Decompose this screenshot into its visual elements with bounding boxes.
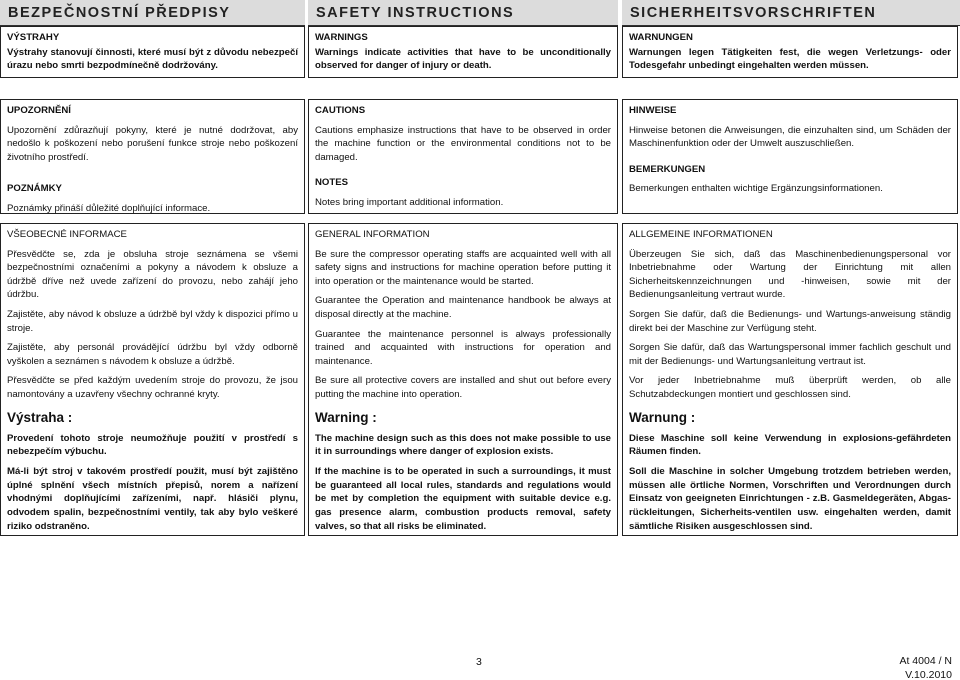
doc-version: V.10.2010 (905, 668, 952, 680)
cautions-title: UPOZORNĚNÍ (7, 105, 71, 116)
warning-paragraph: The machine design such as this does not make possible to use it in surroundings where danger of explosion exists. (315, 432, 611, 458)
warnings-box (0, 26, 305, 78)
general-paragraph: Überzeugen Sie sich, daß das Maschinenbedienungspersonal vor Inbetriebnahme oder Wartung der Einrichtung mit allen Sicherheitskennzeichnungen und -hinweisen, sowie mit der Bedienungsanleitung vertraut wurde. (629, 248, 951, 301)
general-box (622, 223, 958, 536)
column-czech (0, 26, 305, 536)
general-box (308, 223, 618, 536)
general-title: GENERAL INFORMATION (315, 229, 430, 240)
section-heading: BEZPEČNOSTNÍ PŘEDPISY (8, 5, 231, 21)
page-number: 3 (476, 656, 482, 668)
general-paragraph: Guarantee the maintenance personnel is always professionally trained and acquainted with instructions for operation and maintenance. (315, 328, 611, 367)
warnings-title: VÝSTRAHY (7, 32, 60, 43)
cautions-box (308, 99, 618, 214)
warnings-text: Warnings indicate activities that have to be unconditionally observed for danger of injury or death. (315, 46, 611, 72)
header-german (622, 0, 960, 26)
cautions-text: Upozornění zdůrazňují pokyny, které je nutné dodržovat, aby nedošlo k poškození nebo porušení funkce stroje nebo poškození životního prostředí. (7, 124, 298, 163)
general-title: ALLGEMEINE INFORMATIONEN (629, 229, 773, 240)
warning-paragraph: Diese Maschine soll keine Verwendung in explosions-gefährdeten Räumen finden. (629, 432, 951, 458)
warnings-text: Warnungen legen Tätigkeiten fest, die wegen Verletzungs- oder Todesgefahr unbedingt eingehalten werden müssen. (629, 46, 951, 72)
general-paragraph: Be sure the compressor operating staffs are acquainted well with all safety signs and instructions for machine operation before putting it into operation or the maintenance would be started. (315, 248, 611, 287)
column-english (308, 26, 618, 536)
warnings-title: WARNINGS (315, 32, 368, 43)
section-heading: SICHERHEITSVORSCHRIFTEN (630, 5, 877, 21)
general-paragraph: Zajistěte, aby návod k obsluze a údržbě byl vždy k dispozici přímo u stroje. (7, 309, 298, 334)
notes-title: POZNÁMKY (7, 183, 62, 195)
general-paragraph: Přesvědčte se, zda je obsluha stroje seznámena se všemi bezpečnostními označeními a pokyny a návodem k obsluze a údržbě dříve než uvede zařízení do provozu, nebo zahájí jeho údržbu. (7, 248, 298, 301)
header-english (308, 0, 618, 26)
notes-title: NOTES (315, 177, 349, 189)
header-czech (0, 0, 305, 26)
warning-label: Warnung : (629, 409, 696, 425)
general-paragraph: Sorgen Sie dafür, daß die Bedienungs- und Wartungs-anweisung ständig direkt bei der Maschine zur Verfügung steht. (629, 309, 951, 334)
document-reference (880, 655, 952, 680)
cautions-title: CAUTIONS (315, 105, 366, 116)
general-paragraph: Be sure all protective covers are installed and shut out before every putting the machine into operation. (315, 375, 611, 401)
notes-text: Poznámky přináší důležité doplňující informace. (7, 203, 211, 215)
warning-paragraph: Má-li být stroj v takovém prostředí použit, musí být zajištěno úplné splnění všech místních přepisů, norem a nařízení vhodnými doplňujícími zařízeními, např. hlásiči plynu, odvodem spalin, bezpečnostními ventily, tak aby bylo veškeré riziko odstraněno. (7, 466, 298, 532)
notes-title: BEMERKUNGEN (629, 163, 706, 175)
cautions-box (622, 99, 958, 214)
general-box (0, 223, 305, 536)
warnings-box (308, 26, 618, 78)
cautions-title: HINWEISE (629, 105, 677, 116)
warnings-text: Výstrahy stanovují činnosti, které musí být z důvodu nebezpečí úrazu nebo smrti bezpodmínečně dodržovány. (7, 46, 298, 72)
notes-text: Bemerkungen enthalten wichtige Ergänzungsinformationen. (629, 183, 883, 195)
warnings-box (622, 26, 958, 78)
warning-label: Výstraha : (7, 409, 73, 425)
column-german (622, 26, 958, 536)
warning-paragraph: Provedení tohoto stroje neumožňuje použití v prostředí s nebezpečím výbuchu. (7, 432, 298, 458)
general-paragraph: Přesvědčte se před každým uvedením stroje do provozu, že jsou namontovány a uzavřeny všechny ochranné kryty. (7, 375, 298, 401)
section-heading: SAFETY INSTRUCTIONS (316, 5, 515, 21)
cautions-box (0, 99, 305, 214)
warnings-title: WARNUNGEN (629, 32, 693, 43)
general-paragraph: Guarantee the Operation and maintenance handbook be always at disposal directly at the machine. (315, 295, 611, 321)
general-paragraph: Vor jeder Inbetriebnahme muß überprüft werden, ob alle Schutzabdeckungen montiert und geschlossen sind. (629, 375, 951, 401)
general-paragraph: Sorgen Sie dafür, daß das Wartungspersonal immer fachlich geschult und mit der Bedienungs- und Wartungsanleitung vertraut ist. (629, 342, 951, 367)
warning-label: Warning : (315, 409, 377, 425)
cautions-text: Hinweise betonen die Anweisungen, die einzuhalten sind, um Schäden der Maschinenfunktion oder der Umwelt auszuschließen. (629, 124, 951, 150)
general-title: VŠEOBECNÉ INFORMACE (7, 229, 127, 240)
warning-paragraph: Soll die Maschine in solcher Umgebung trotzdem betrieben werden, müssen alle örtliche Normen, Vorschriften und Verordnungen durch Einsatz von geeigneten Einrichtungen - z.B. Gasmeldegeräten, Abgas-rückleitungen, Sicherheits-ventilen usw. eingehalten werden, damit sämtliche Risiken ausgeschlossen sind. (629, 466, 951, 532)
warning-paragraph: If the machine is to be operated in such a surroundings, it must be guaranteed all local rules, standards and regulations would be met by completion the equipment with suitable device e.g. gas presence alarm, combustion products removal, safety valves, so that all risks be eliminated. (315, 466, 611, 532)
cautions-text: Cautions emphasize instructions that have to be observed in order the machine function or the environmental conditions not to be damaged. (315, 124, 611, 163)
general-paragraph: Zajistěte, aby personál provádějící údržbu byl vždy odborně vyškolen a seznámen s návodem k obsluze a údržbě. (7, 342, 298, 367)
notes-text: Notes bring important additional information. (315, 197, 504, 209)
doc-ref: At 4004 / N (899, 655, 952, 667)
